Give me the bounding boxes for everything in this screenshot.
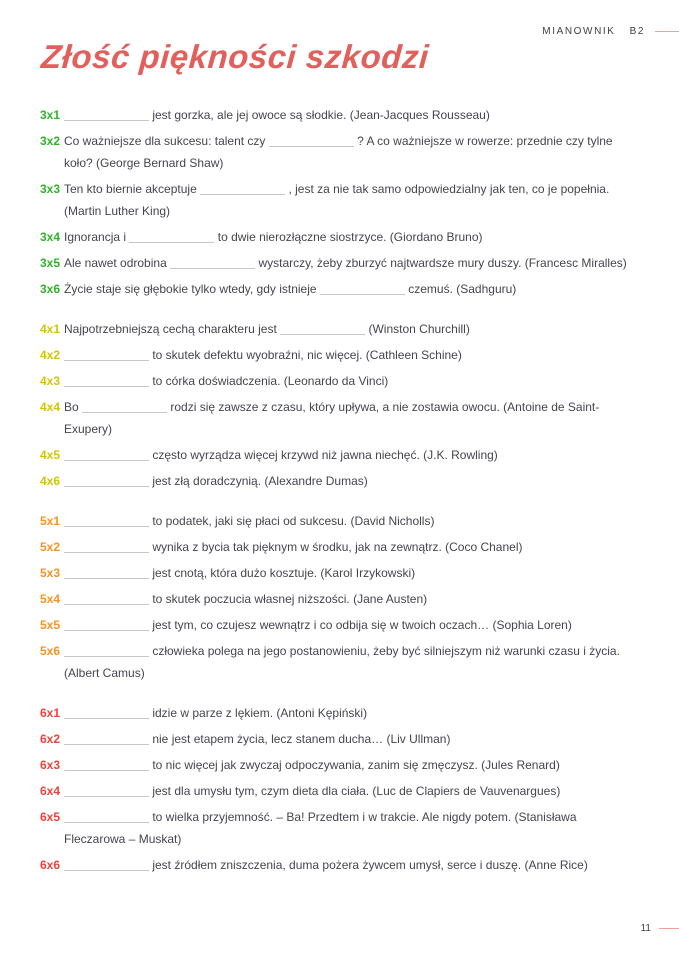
exercise-label: 6x4 (40, 784, 61, 798)
exercise-sentence (64, 130, 640, 174)
exercise-label: 4x6 (40, 474, 61, 488)
exercise-text-after: czemuś. (Sadhguru) (408, 282, 517, 296)
exercise-text-after: człowieka polega na jego postanowieniu, żeby być silniejszym niż warunki czasu i życia. (Albert Camus) (64, 644, 620, 680)
footer-rule (659, 928, 679, 929)
exercise-text-after: jest źródłem zniszczenia, duma pożera żywcem umysł, serce i duszę. (Anne Rice) (152, 858, 588, 872)
exercise-label: 3x1 (40, 108, 61, 122)
answer-blank (64, 760, 149, 771)
exercise-label: 3x6 (40, 282, 61, 296)
exercise-sentence (64, 588, 640, 610)
exercise-row (40, 318, 640, 340)
exercise-text-after: to skutek defektu wyobraźni, nic więcej. (Cathleen Schine) (152, 348, 462, 362)
exercise-text-after: wystarczy, żeby zburzyć najtwardsze mury duszy. (Francesc Miralles) (258, 256, 627, 270)
exercise-sentence (64, 510, 640, 532)
answer-blank (280, 324, 365, 335)
exercise-label: 3x5 (40, 256, 61, 270)
exercise-sentence (64, 728, 640, 750)
page-number: 11 (640, 923, 651, 934)
answer-blank (64, 594, 149, 605)
answer-blank (64, 476, 149, 487)
exercise-label: 4x5 (40, 448, 61, 462)
exercise-row (40, 344, 640, 366)
exercise-text-before: Co ważniejsze dla sukcesu: talent czy (64, 134, 266, 148)
exercise-label: 6x6 (40, 858, 61, 872)
exercise-label: 5x4 (40, 592, 61, 606)
exercise-row (40, 278, 640, 300)
exercise-sentence (64, 178, 640, 222)
course-label: MIANOWNIK (542, 26, 616, 37)
exercise-sentence (64, 854, 640, 876)
exercise-text-after: jest tym, co czujesz wewnątrz i co odbija się w twoich oczach… (Sophia Loren) (152, 618, 572, 632)
page-title: Złość piękności szkodzi (40, 38, 431, 75)
exercise-label: 6x2 (40, 732, 61, 746)
exercise-sentence (64, 470, 640, 492)
exercise-row (40, 104, 640, 126)
exercise-text-after: rodzi się zawsze z czasu, który upływa, a nie zostawia owocu. (Antoine de Saint-Exupery) (64, 400, 600, 436)
exercise-row (40, 370, 640, 392)
exercise-row (40, 780, 640, 802)
exercise-section (40, 104, 640, 300)
exercise-text-before: Najpotrzebniejszą cechą charakteru jest (64, 322, 277, 336)
answer-blank (269, 136, 354, 147)
exercise-label: 5x6 (40, 644, 61, 658)
exercise-row (40, 396, 640, 440)
exercise-text-after: często wyrządza więcej krzywd niż jawna niechęć. (J.K. Rowling) (152, 448, 498, 462)
exercise-sentence (64, 702, 640, 724)
exercise-text-after: jest cnotą, która dużo kosztuje. (Karol Irzykowski) (152, 566, 416, 580)
answer-blank (64, 568, 149, 579)
answer-blank (64, 708, 149, 719)
answer-blank (82, 402, 167, 413)
answer-blank (64, 516, 149, 527)
header-rule (655, 31, 679, 32)
answer-blank (64, 110, 149, 121)
exercise-list (40, 104, 640, 880)
exercise-sentence (64, 344, 640, 366)
exercise-label: 4x2 (40, 348, 61, 362)
answer-blank (64, 860, 149, 871)
exercise-sentence (64, 806, 640, 850)
exercise-sentence (64, 252, 640, 274)
exercise-row (40, 130, 640, 174)
exercise-row (40, 588, 640, 610)
exercise-row (40, 728, 640, 750)
answer-blank (129, 232, 214, 243)
exercise-sentence (64, 370, 640, 392)
answer-blank (64, 376, 149, 387)
exercise-label: 5x5 (40, 618, 61, 632)
exercise-label: 3x4 (40, 230, 61, 244)
exercise-label: 5x1 (40, 514, 61, 528)
exercise-text-after: wynika z bycia tak pięknym w środku, jak na zewnątrz. (Coco Chanel) (152, 540, 523, 554)
exercise-row (40, 614, 640, 636)
exercise-section (40, 702, 640, 876)
exercise-label: 4x4 (40, 400, 61, 414)
exercise-text-after: to dwie nierozłączne siostrzyce. (Giordano Bruno) (217, 230, 483, 244)
exercise-label: 4x1 (40, 322, 61, 336)
exercise-label: 6x5 (40, 810, 61, 824)
exercise-row (40, 536, 640, 558)
exercise-text-before: Bo (64, 400, 79, 414)
exercise-text-after: to córka doświadczenia. (Leonardo da Vinci) (152, 374, 389, 388)
exercise-sentence (64, 780, 640, 802)
exercise-row (40, 178, 640, 222)
exercise-label: 6x1 (40, 706, 61, 720)
exercise-sentence (64, 562, 640, 584)
exercise-section (40, 318, 640, 492)
answer-blank (64, 734, 149, 745)
exercise-sentence (64, 754, 640, 776)
exercise-sentence (64, 226, 640, 248)
exercise-sentence (64, 640, 640, 684)
exercise-text-after: ? A co ważniejsze w rowerze: przednie czy tylne koło? (George Bernard Shaw) (64, 134, 613, 170)
exercise-sentence (64, 614, 640, 636)
exercise-text-before: Ignorancja i (64, 230, 127, 244)
exercise-label: 3x3 (40, 182, 61, 196)
exercise-row (40, 226, 640, 248)
exercise-sentence (64, 318, 640, 340)
exercise-row (40, 640, 640, 684)
answer-blank (320, 284, 405, 295)
answer-blank (64, 786, 149, 797)
exercise-text-after: (Winston Churchill) (368, 322, 470, 336)
exercise-label: 5x3 (40, 566, 61, 580)
exercise-text-after: jest złą doradczynią. (Alexandre Dumas) (152, 474, 368, 488)
level-label: B2 (629, 26, 645, 37)
exercise-row (40, 702, 640, 724)
exercise-row (40, 806, 640, 850)
answer-blank (64, 542, 149, 553)
exercise-text-before: Ten kto biernie akceptuje (64, 182, 197, 196)
exercise-label: 4x3 (40, 374, 61, 388)
exercise-row (40, 562, 640, 584)
exercise-label: 3x2 (40, 134, 61, 148)
exercise-text-after: to podatek, jaki się płaci od sukcesu. (David Nicholls) (152, 514, 435, 528)
exercise-label: 6x3 (40, 758, 61, 772)
exercise-row (40, 754, 640, 776)
exercise-text-after: jest gorzka, ale jej owoce są słodkie. (Jean-Jacques Rousseau) (152, 108, 490, 122)
answer-blank (64, 646, 149, 657)
answer-blank (64, 450, 149, 461)
exercise-text-after: to wielka przyjemność. – Ba! Przedtem i w trakcie. Ale nigdy potem. (Stanisława Fleczarowa – Muskat) (64, 810, 577, 846)
exercise-sentence (64, 444, 640, 466)
running-head (542, 26, 679, 37)
exercise-text-after: to skutek poczucia własnej niższości. (Jane Austen) (152, 592, 428, 606)
exercise-row (40, 470, 640, 492)
page-folio (641, 923, 679, 934)
answer-blank (64, 350, 149, 361)
answer-blank (170, 258, 255, 269)
exercise-row (40, 444, 640, 466)
answer-blank (64, 812, 149, 823)
exercise-text-after: idzie w parze z lękiem. (Antoni Kępiński) (152, 706, 368, 720)
exercise-sentence (64, 278, 640, 300)
exercise-text-after: to nic więcej jak zwyczaj odpoczywania, zanim się zmęczysz. (Jules Renard) (152, 758, 560, 772)
answer-blank (64, 620, 149, 631)
exercise-text-after: jest dla umysłu tym, czym dieta dla ciała. (Luc de Clapiers de Vauvenargues) (152, 784, 561, 798)
exercise-label: 5x2 (40, 540, 61, 554)
exercise-sentence (64, 536, 640, 558)
exercise-row (40, 854, 640, 876)
exercise-text-after: , jest za nie tak samo odpowiedzialny jak ten, co je popełnia. (Martin Luther King) (64, 182, 610, 218)
exercise-text-before: Życie staje się głębokie tylko wtedy, gdy istnieje (64, 282, 317, 296)
exercise-section (40, 510, 640, 684)
exercise-row (40, 510, 640, 532)
exercise-row (40, 252, 640, 274)
exercise-sentence (64, 396, 640, 440)
answer-blank (200, 184, 285, 195)
exercise-sentence (64, 104, 640, 126)
exercise-text-after: nie jest etapem życia, lecz stanem ducha… (Liv Ullman) (152, 732, 451, 746)
exercise-text-before: Ale nawet odrobina (64, 256, 167, 270)
